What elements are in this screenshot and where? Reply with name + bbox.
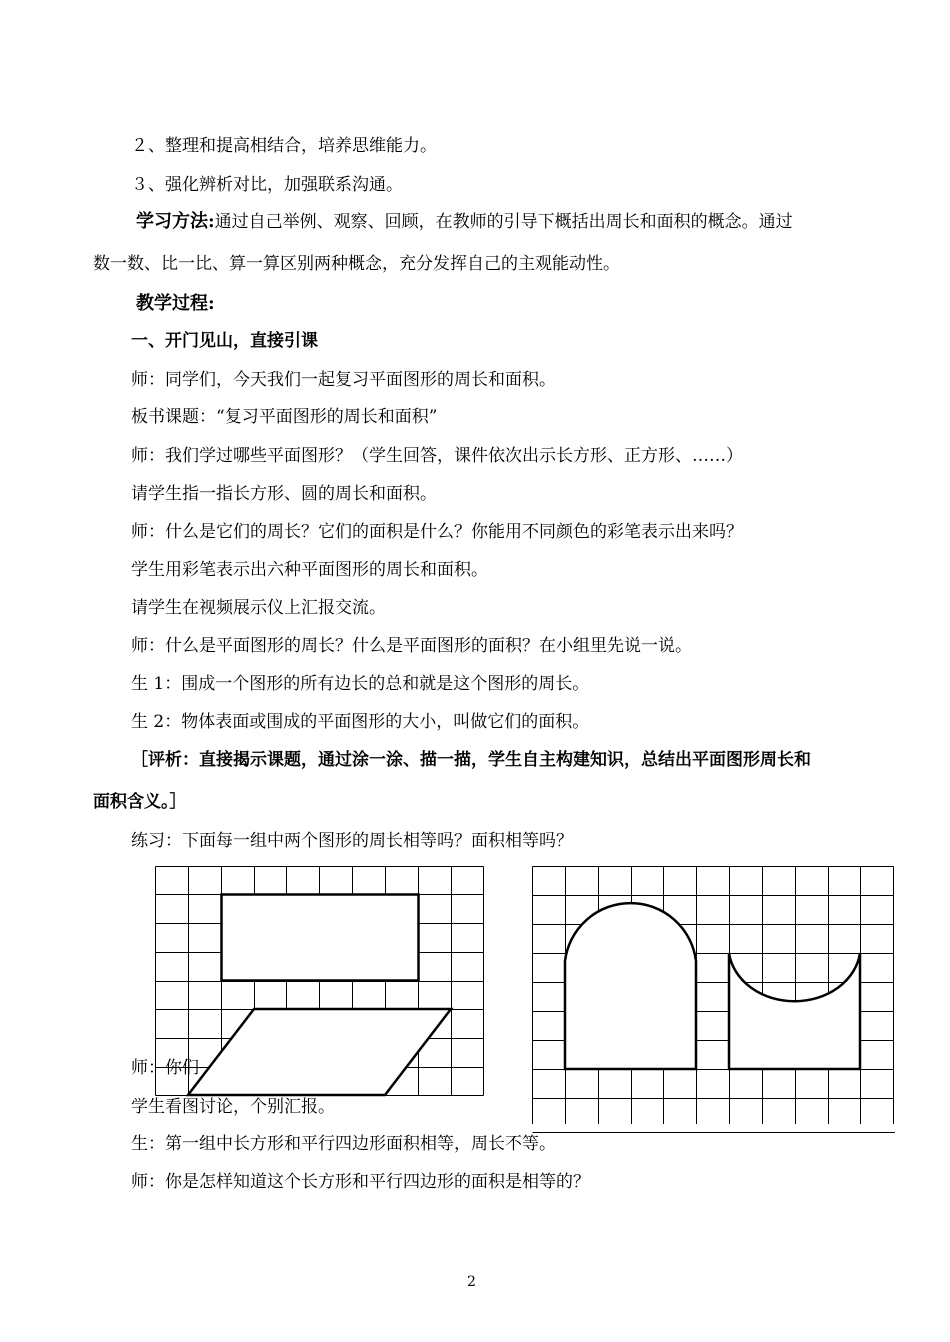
rectangle-shape bbox=[222, 895, 419, 981]
objective-3: ３、强化辨析对比，加强联系沟通。 bbox=[131, 175, 403, 195]
bowl-shape bbox=[729, 953, 860, 1069]
partial-line: 师：你们 bbox=[131, 1058, 199, 1078]
exercise-prompt: 练习：下面每一组中两个图形的周长相等吗？面积相等吗？ bbox=[131, 831, 573, 851]
arch-shape bbox=[565, 903, 696, 1069]
method-label: 学习方法: bbox=[136, 211, 215, 232]
dialogue-line: 生 2：物体表面或围成的平面图形的大小，叫做它们的面积。 bbox=[131, 712, 590, 732]
section-1-title: 一、开门见山，直接引课 bbox=[131, 331, 318, 351]
dialogue-line: 请学生在视频展示仪上汇报交流。 bbox=[131, 598, 386, 618]
dialogue-line: 请学生指一指长方形、圆的周长和面积。 bbox=[131, 484, 437, 504]
method-line-1 bbox=[136, 211, 793, 233]
dialogue-line: 板书课题：“复习平面图形的周长和面积” bbox=[131, 407, 438, 427]
dialogue-line: 生 1：围成一个图形的所有边长的总和就是这个图形的周长。 bbox=[131, 674, 590, 694]
after-line: 师：你是怎样知道这个长方形和平行四边形的面积是相等的？ bbox=[131, 1172, 590, 1192]
objective-2: ２、整理和提高相结合，培养思维能力。 bbox=[131, 136, 437, 156]
dialogue-line: 师：什么是平面图形的周长？什么是平面图形的面积？在小组里先说一说。 bbox=[131, 636, 692, 656]
parallelogram-shape bbox=[188, 1009, 451, 1095]
grid-figure-arch-bowl bbox=[532, 866, 896, 1136]
page-number: 2 bbox=[467, 1274, 476, 1290]
method-line-2: 数一数、比一比、算一算区别两种概念，充分发挥自己的主观能动性。 bbox=[93, 254, 620, 274]
after-line: 学生看图讨论，个别汇报。 bbox=[131, 1097, 335, 1117]
dialogue-line: 学生用彩笔表示出六种平面图形的周长和面积。 bbox=[131, 560, 488, 580]
dialogue-line: 师：我们学过哪些平面图形？（学生回答，课件依次出示长方形、正方形、……） bbox=[131, 446, 743, 466]
dialogue-line: 师：同学们，今天我们一起复习平面图形的周长和面积。 bbox=[131, 370, 556, 390]
grid-figure-rect-parallelogram bbox=[155, 866, 487, 1098]
dialogue-line: 师：什么是它们的周长？它们的面积是什么？你能用不同颜色的彩笔表示出来吗？ bbox=[131, 522, 743, 542]
method-text-1: 通过自己举例、观察、回顾，在教师的引导下概括出周长和面积的概念。通过 bbox=[214, 212, 793, 232]
after-line: 生：第一组中长方形和平行四边形面积相等，周长不等。 bbox=[131, 1134, 556, 1154]
comment-line-1: ［评析：直接揭示课题，通过涂一涂、描一描，学生自主构建知识，总结出平面图形周长和 bbox=[131, 750, 811, 770]
comment-line-2: 面积含义。］ bbox=[93, 792, 187, 812]
process-title: 教学过程: bbox=[136, 293, 215, 314]
